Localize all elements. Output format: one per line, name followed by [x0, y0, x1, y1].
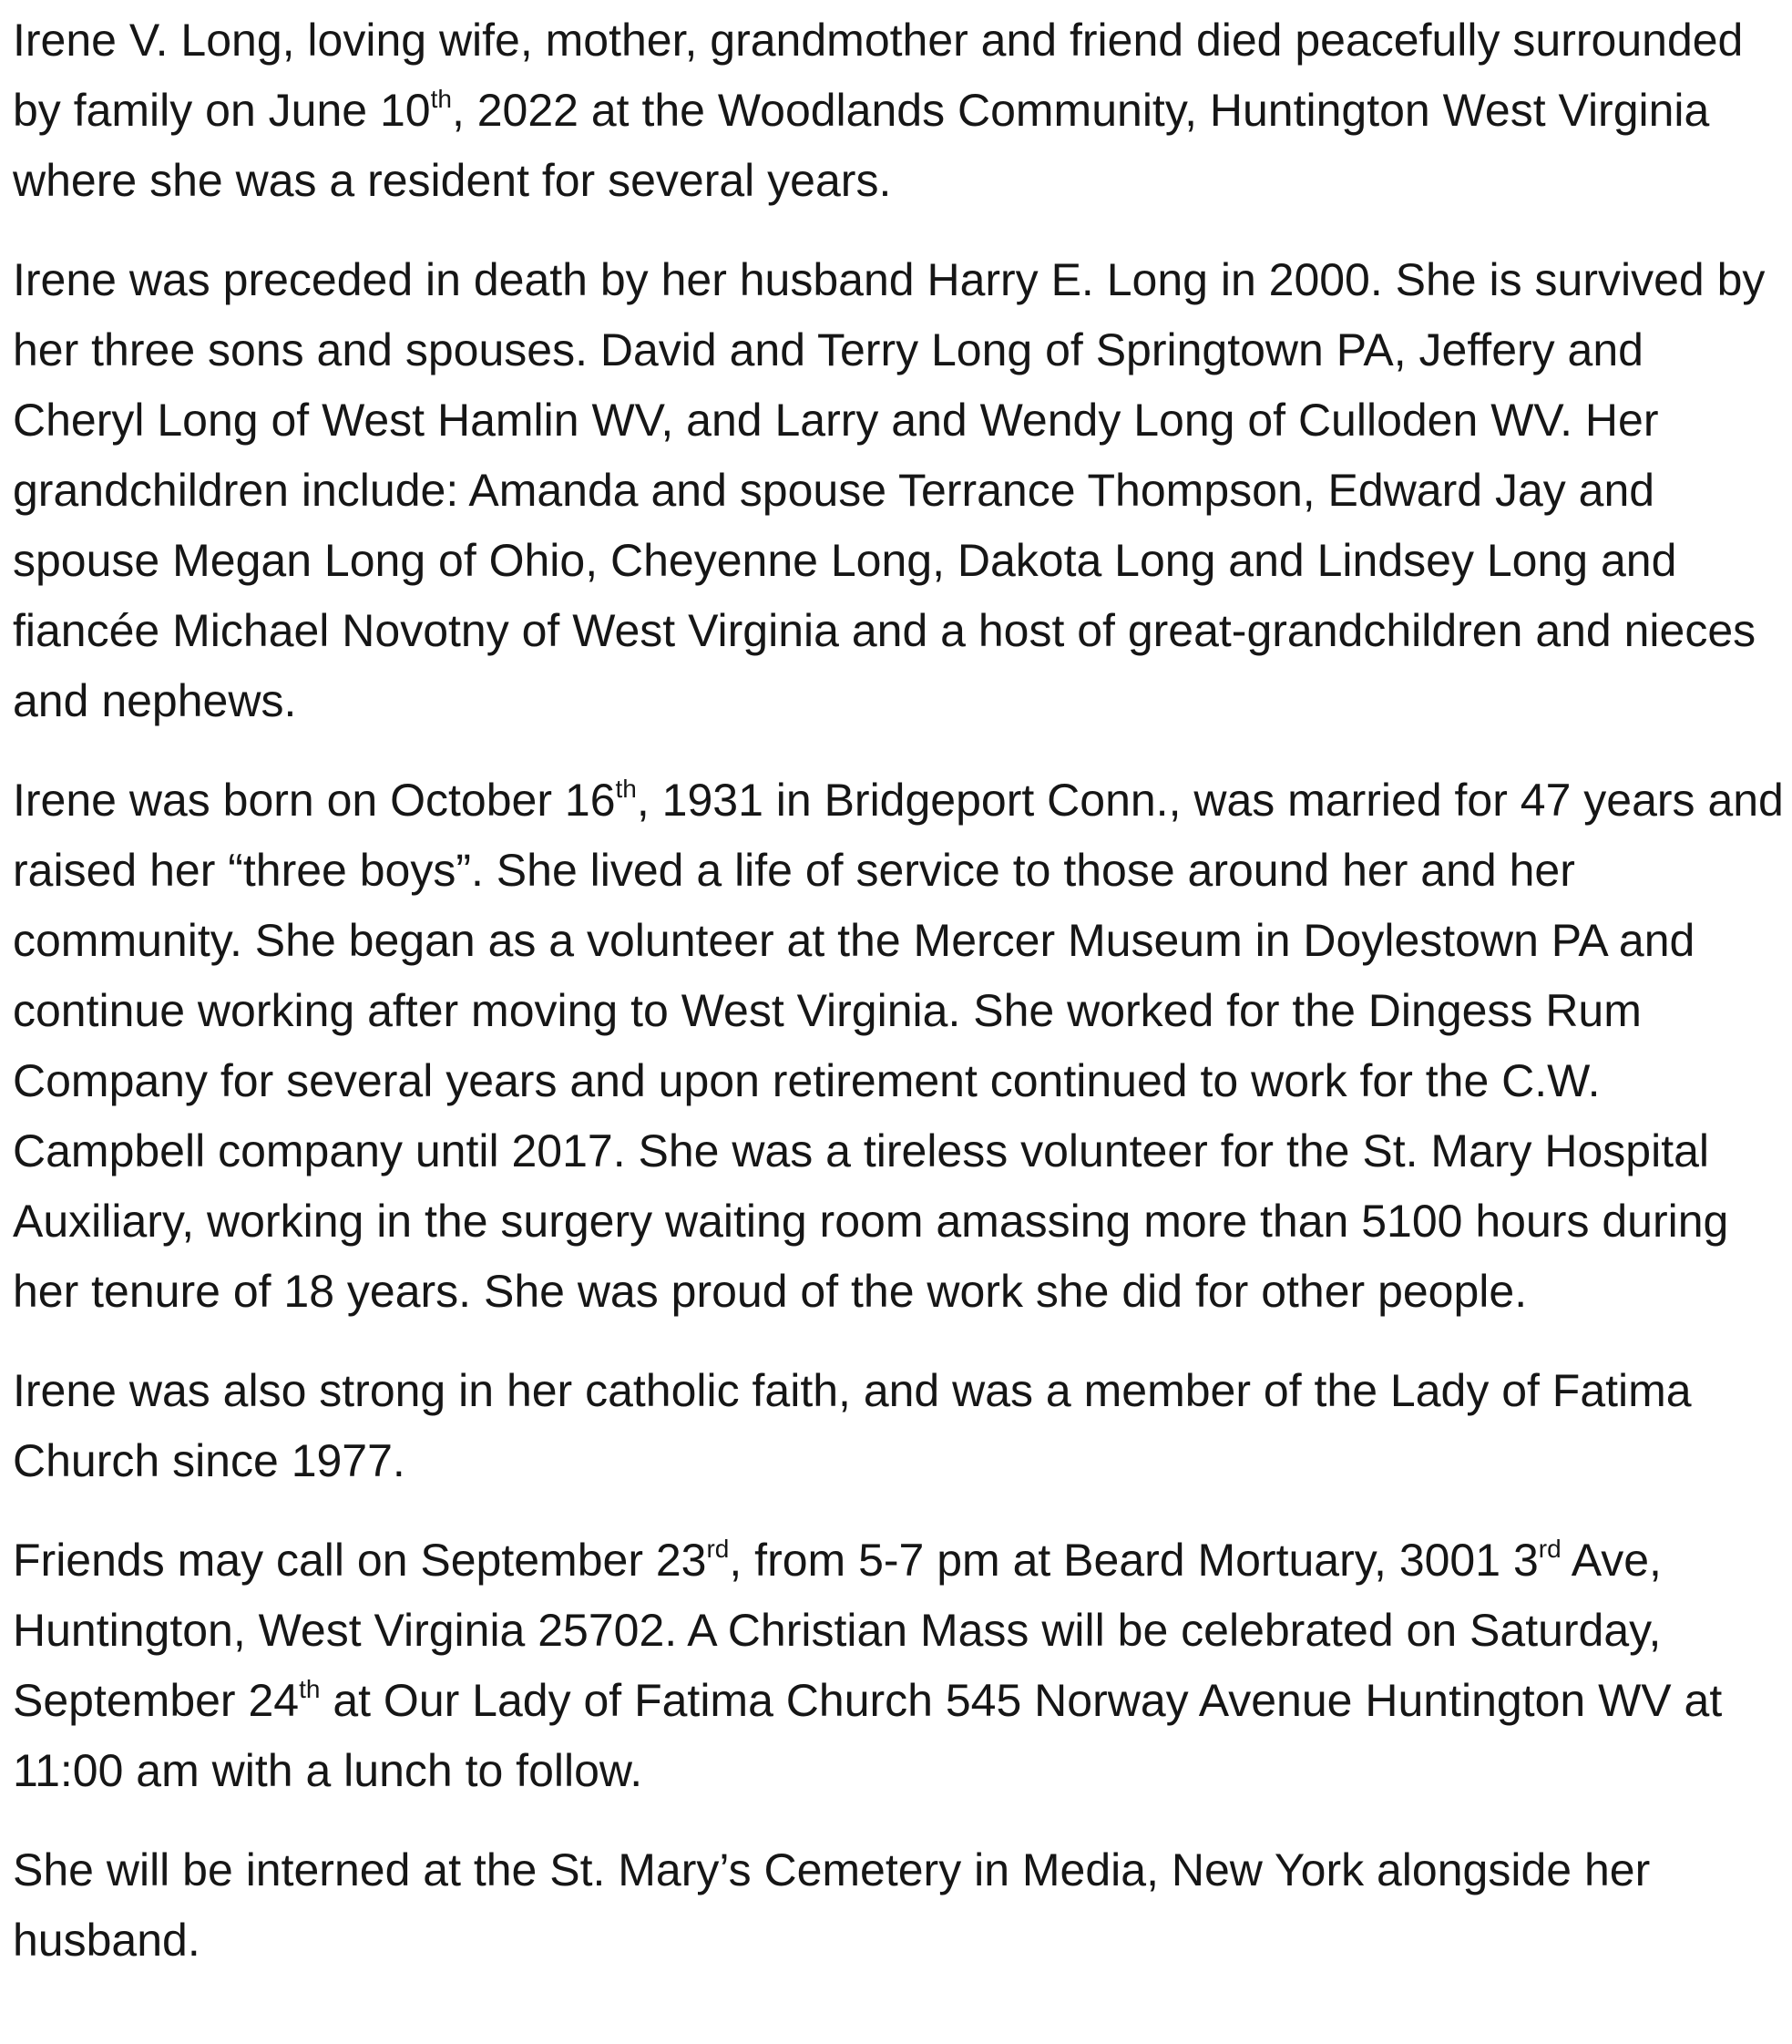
obituary-document: [13, 5, 1785, 2005]
text-segment: Irene was also strong in her catholic faith, and was a member of the Lady of Fatima Church since 1977.: [13, 1365, 1692, 1486]
text-segment: She will be interned at the St. Mary’s Cemetery in Media, New York alongside her husband.: [13, 1844, 1651, 1966]
ordinal-suffix: th: [615, 774, 637, 803]
paragraph-life-story: [13, 765, 1785, 1327]
paragraph-services: [13, 1525, 1785, 1806]
text-segment: at Our Lady of Fatima Church 545 Norway Avenue Huntington WV at 11:00 am with a lunch to follow.: [13, 1675, 1723, 1796]
ordinal-suffix: rd: [706, 1534, 730, 1563]
text-segment: Irene V. Long, loving wife, mother, grandmother and friend died peacefully surrounded by family on June 10: [13, 15, 1744, 136]
ordinal-suffix: rd: [1538, 1534, 1562, 1563]
paragraph-survivors: [13, 245, 1785, 736]
text-segment: Irene was preceded in death by her husband Harry E. Long in 2000. She is survived by her three sons and spouses. David and Terry Long of Springtown PA, Jeffery and Cheryl Long of West Hamlin WV, and Larry and Wendy Long of Culloden WV. Her grandchildren include: Amanda and spouse Terrance Thompson, Edward Jay and spouse Megan Long of Ohio, Cheyenne Long, Dakota Long and Lindsey Long and fiancée Michael Novotny of West Virginia and a host of great-grandchildren and nieces and nephews.: [13, 254, 1766, 726]
text-segment: , 1931 in Bridgeport Conn., was married for 47 years and raised her “three boys”. She lived a life of service to those around her and her community. She began as a volunteer at the Mercer Museum in Doylestown PA and continue working after moving to West Virginia. She worked for the Dingess Rum Company for several years and upon retirement continued to work for the C.W. Campbell company until 2017. She was a tireless volunteer for the St. Mary Hospital Auxiliary, working in the surgery waiting room amassing more than 5100 hours during her tenure of 18 years. She was proud of the work she did for other people.: [13, 775, 1784, 1317]
paragraph-faith: [13, 1356, 1785, 1496]
text-segment: Ave, Huntington, West Virginia 25702. A Christian Mass will be celebrated on Saturday, September 24: [13, 1535, 1662, 1726]
paragraph-interment: [13, 1835, 1785, 1976]
paragraph-death-notice: [13, 5, 1785, 216]
text-segment: , from 5-7 pm at Beard Mortuary, 3001 3: [729, 1535, 1539, 1586]
text-segment: Irene was born on October 16: [13, 775, 616, 826]
text-segment: , 2022 at the Woodlands Community, Huntington West Virginia where she was a resident for several years.: [13, 85, 1710, 206]
ordinal-suffix: th: [299, 1674, 321, 1703]
ordinal-suffix: th: [430, 84, 452, 113]
text-segment: Friends may call on September 23: [13, 1535, 707, 1586]
